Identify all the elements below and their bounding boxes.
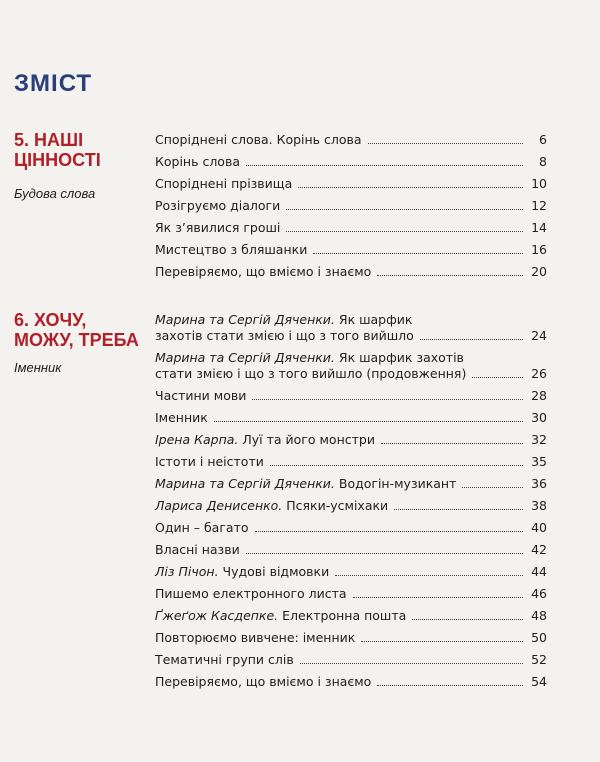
toc-entry[interactable]: Марина та Сергій Дяченки. Як шарфик захотів стати змією і що з того вийшло (продовження) 26 — [155, 350, 547, 381]
toc-entry[interactable]: Корінь слова 8 — [155, 154, 547, 169]
toc-entry[interactable]: Розігруємо діалоги 12 — [155, 198, 547, 213]
section-subtitle: Іменник — [14, 360, 62, 375]
toc-entry[interactable]: Споріднені слова. Корінь слова 6 — [155, 132, 547, 147]
toc-entry[interactable]: Істоти і неістоти 35 — [155, 454, 547, 469]
toc-entry[interactable]: Перевіряємо, що вміємо і знаємо 20 — [155, 264, 547, 279]
toc-entry[interactable]: Ліз Пічон. Чудові відмовки 44 — [155, 564, 547, 579]
toc-entry[interactable]: Ґжеґож Касдепке. Електронна пошта 48 — [155, 608, 547, 623]
toc-entry[interactable]: Іменник 30 — [155, 410, 547, 425]
section-heading: 5. НАШІ ЦІННОСТІ — [14, 130, 101, 170]
toc-entry[interactable]: Мистецтво з бляшанки 16 — [155, 242, 547, 257]
toc-entry[interactable]: Тематичні групи слів 52 — [155, 652, 547, 667]
toc-list — [155, 126, 547, 280]
page-title: ЗМІСТ — [14, 70, 93, 97]
toc-entry[interactable]: Власні назви 42 — [155, 542, 547, 557]
toc-entry[interactable]: Лариса Денисенко. Псяки-усміхаки 38 — [155, 498, 547, 513]
toc-entry[interactable]: Споріднені прізвища 10 — [155, 176, 547, 191]
toc-entry[interactable]: Ірена Карпа. Луї та його монстри 32 — [155, 432, 547, 447]
toc-entry[interactable]: Пишемо електронного листа 46 — [155, 586, 547, 601]
toc-entry[interactable]: Як з’явилися гроші 14 — [155, 220, 547, 235]
toc-entry[interactable]: Один – багато 40 — [155, 520, 547, 535]
toc-entry[interactable]: Перевіряємо, що вміємо і знаємо 54 — [155, 674, 547, 689]
toc-entry[interactable]: Частини мови 28 — [155, 388, 547, 403]
toc-entry[interactable]: Марина та Сергій Дяченки. Як шарфик захотів стати змією і що з того вийшло 24 — [155, 312, 547, 343]
section-heading: 6. ХОЧУ, МОЖУ, ТРЕБА — [14, 310, 139, 350]
toc-entry[interactable]: Марина та Сергій Дяченки. Водогін-музикант 36 — [155, 476, 547, 491]
toc-entry[interactable]: Повторюємо вивчене: іменник 50 — [155, 630, 547, 645]
section-subtitle: Будова слова — [14, 186, 96, 201]
toc-list — [155, 306, 547, 690]
